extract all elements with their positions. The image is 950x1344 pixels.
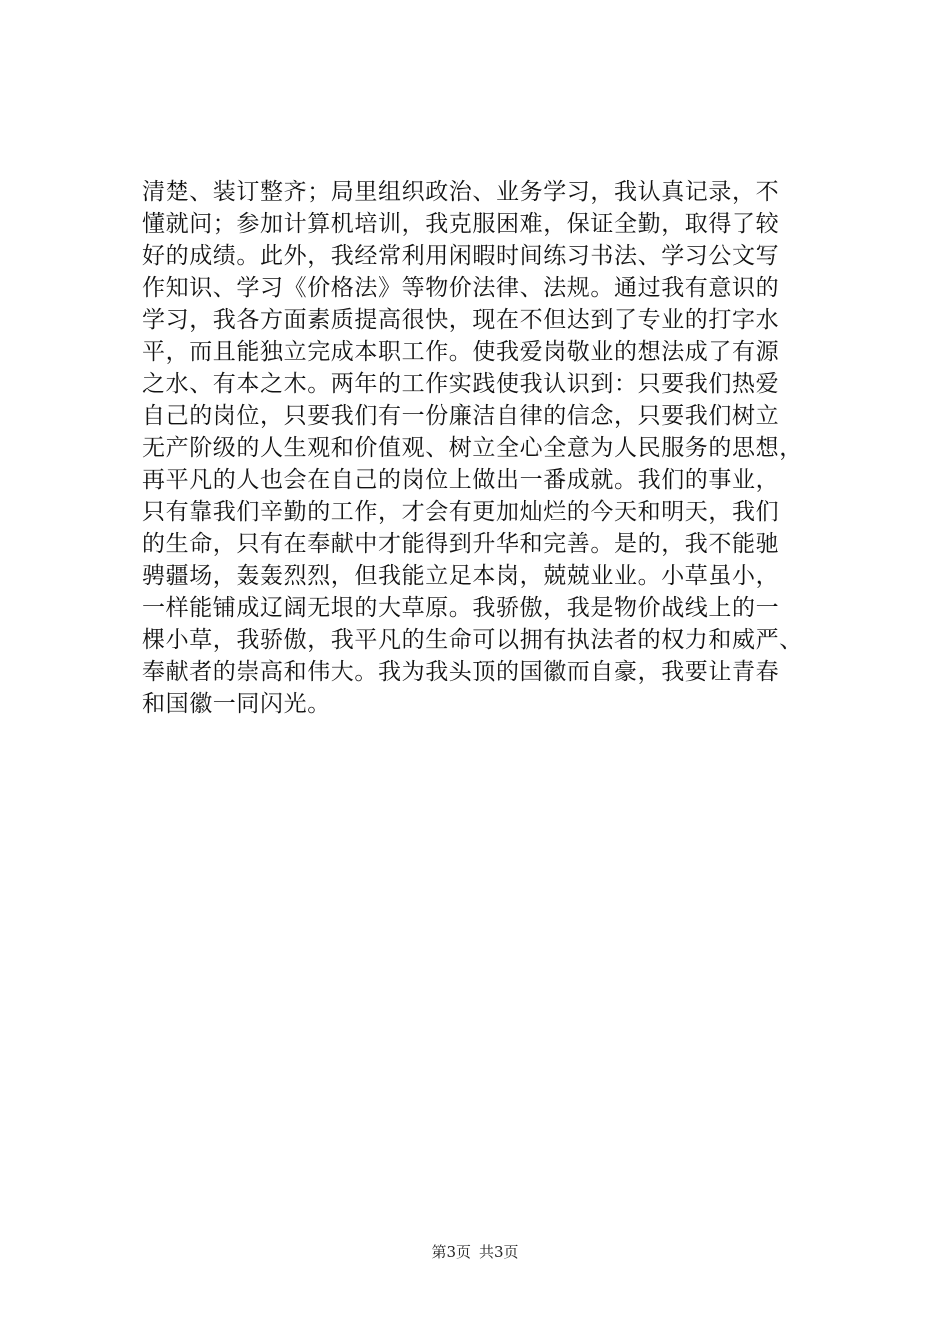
text-line: 平，而且能独立完成本职工作。使我爱岗敬业的想法成了有源	[142, 339, 780, 365]
text-line: 懂就问；参加计算机培训，我克服困难，保证全勤，取得了较	[142, 211, 780, 237]
text-line: 只有靠我们辛勤的工作，才会有更加灿烂的今天和明天，我们	[142, 499, 780, 525]
text-line: 奉献者的崇高和伟大。我为我头顶的国徽而自豪，我要让青春	[142, 659, 780, 685]
text-line: 一样能铺成辽阔无垠的大草原。我骄傲，我是物价战线上的一	[142, 595, 780, 621]
body-paragraph	[142, 176, 832, 720]
text-line: 的生命，只有在奉献中才能得到升华和完善。是的，我不能驰	[142, 531, 780, 557]
text-line: 棵小草，我骄傲，我平凡的生命可以拥有执法者的权力和威严、	[142, 627, 803, 653]
text-line: 清楚、装订整齐；局里组织政治、业务学习，我认真记录，不	[142, 179, 780, 205]
text-line: 骋疆场，轰轰烈烈，但我能立足本岗，兢兢业业。小草虽小，	[142, 563, 780, 589]
text-line: 学习，我各方面素质提高很快，现在不但达到了专业的打字水	[142, 307, 780, 333]
text-line: 无产阶级的人生观和价值观、树立全心全意为人民服务的思想，	[142, 435, 803, 461]
text-line: 作知识、学习《价格法》等物价法律、法规。通过我有意识的	[142, 275, 780, 301]
text-line: 和国徽一同闪光。	[142, 691, 331, 717]
text-line: 自己的岗位，只要我们有一份廉洁自律的信念，只要我们树立	[142, 403, 780, 429]
page-footer	[0, 1242, 950, 1262]
text-line: 再平凡的人也会在自己的岗位上做出一番成就。我们的事业，	[142, 467, 780, 493]
page-number: 第3页	[431, 1243, 471, 1261]
text-line: 之水、有本之木。两年的工作实践使我认识到：只要我们热爱	[142, 371, 780, 397]
page-total: 共3页	[479, 1243, 519, 1261]
text-line: 好的成绩。此外，我经常利用闲暇时间练习书法、学习公文写	[142, 243, 780, 269]
